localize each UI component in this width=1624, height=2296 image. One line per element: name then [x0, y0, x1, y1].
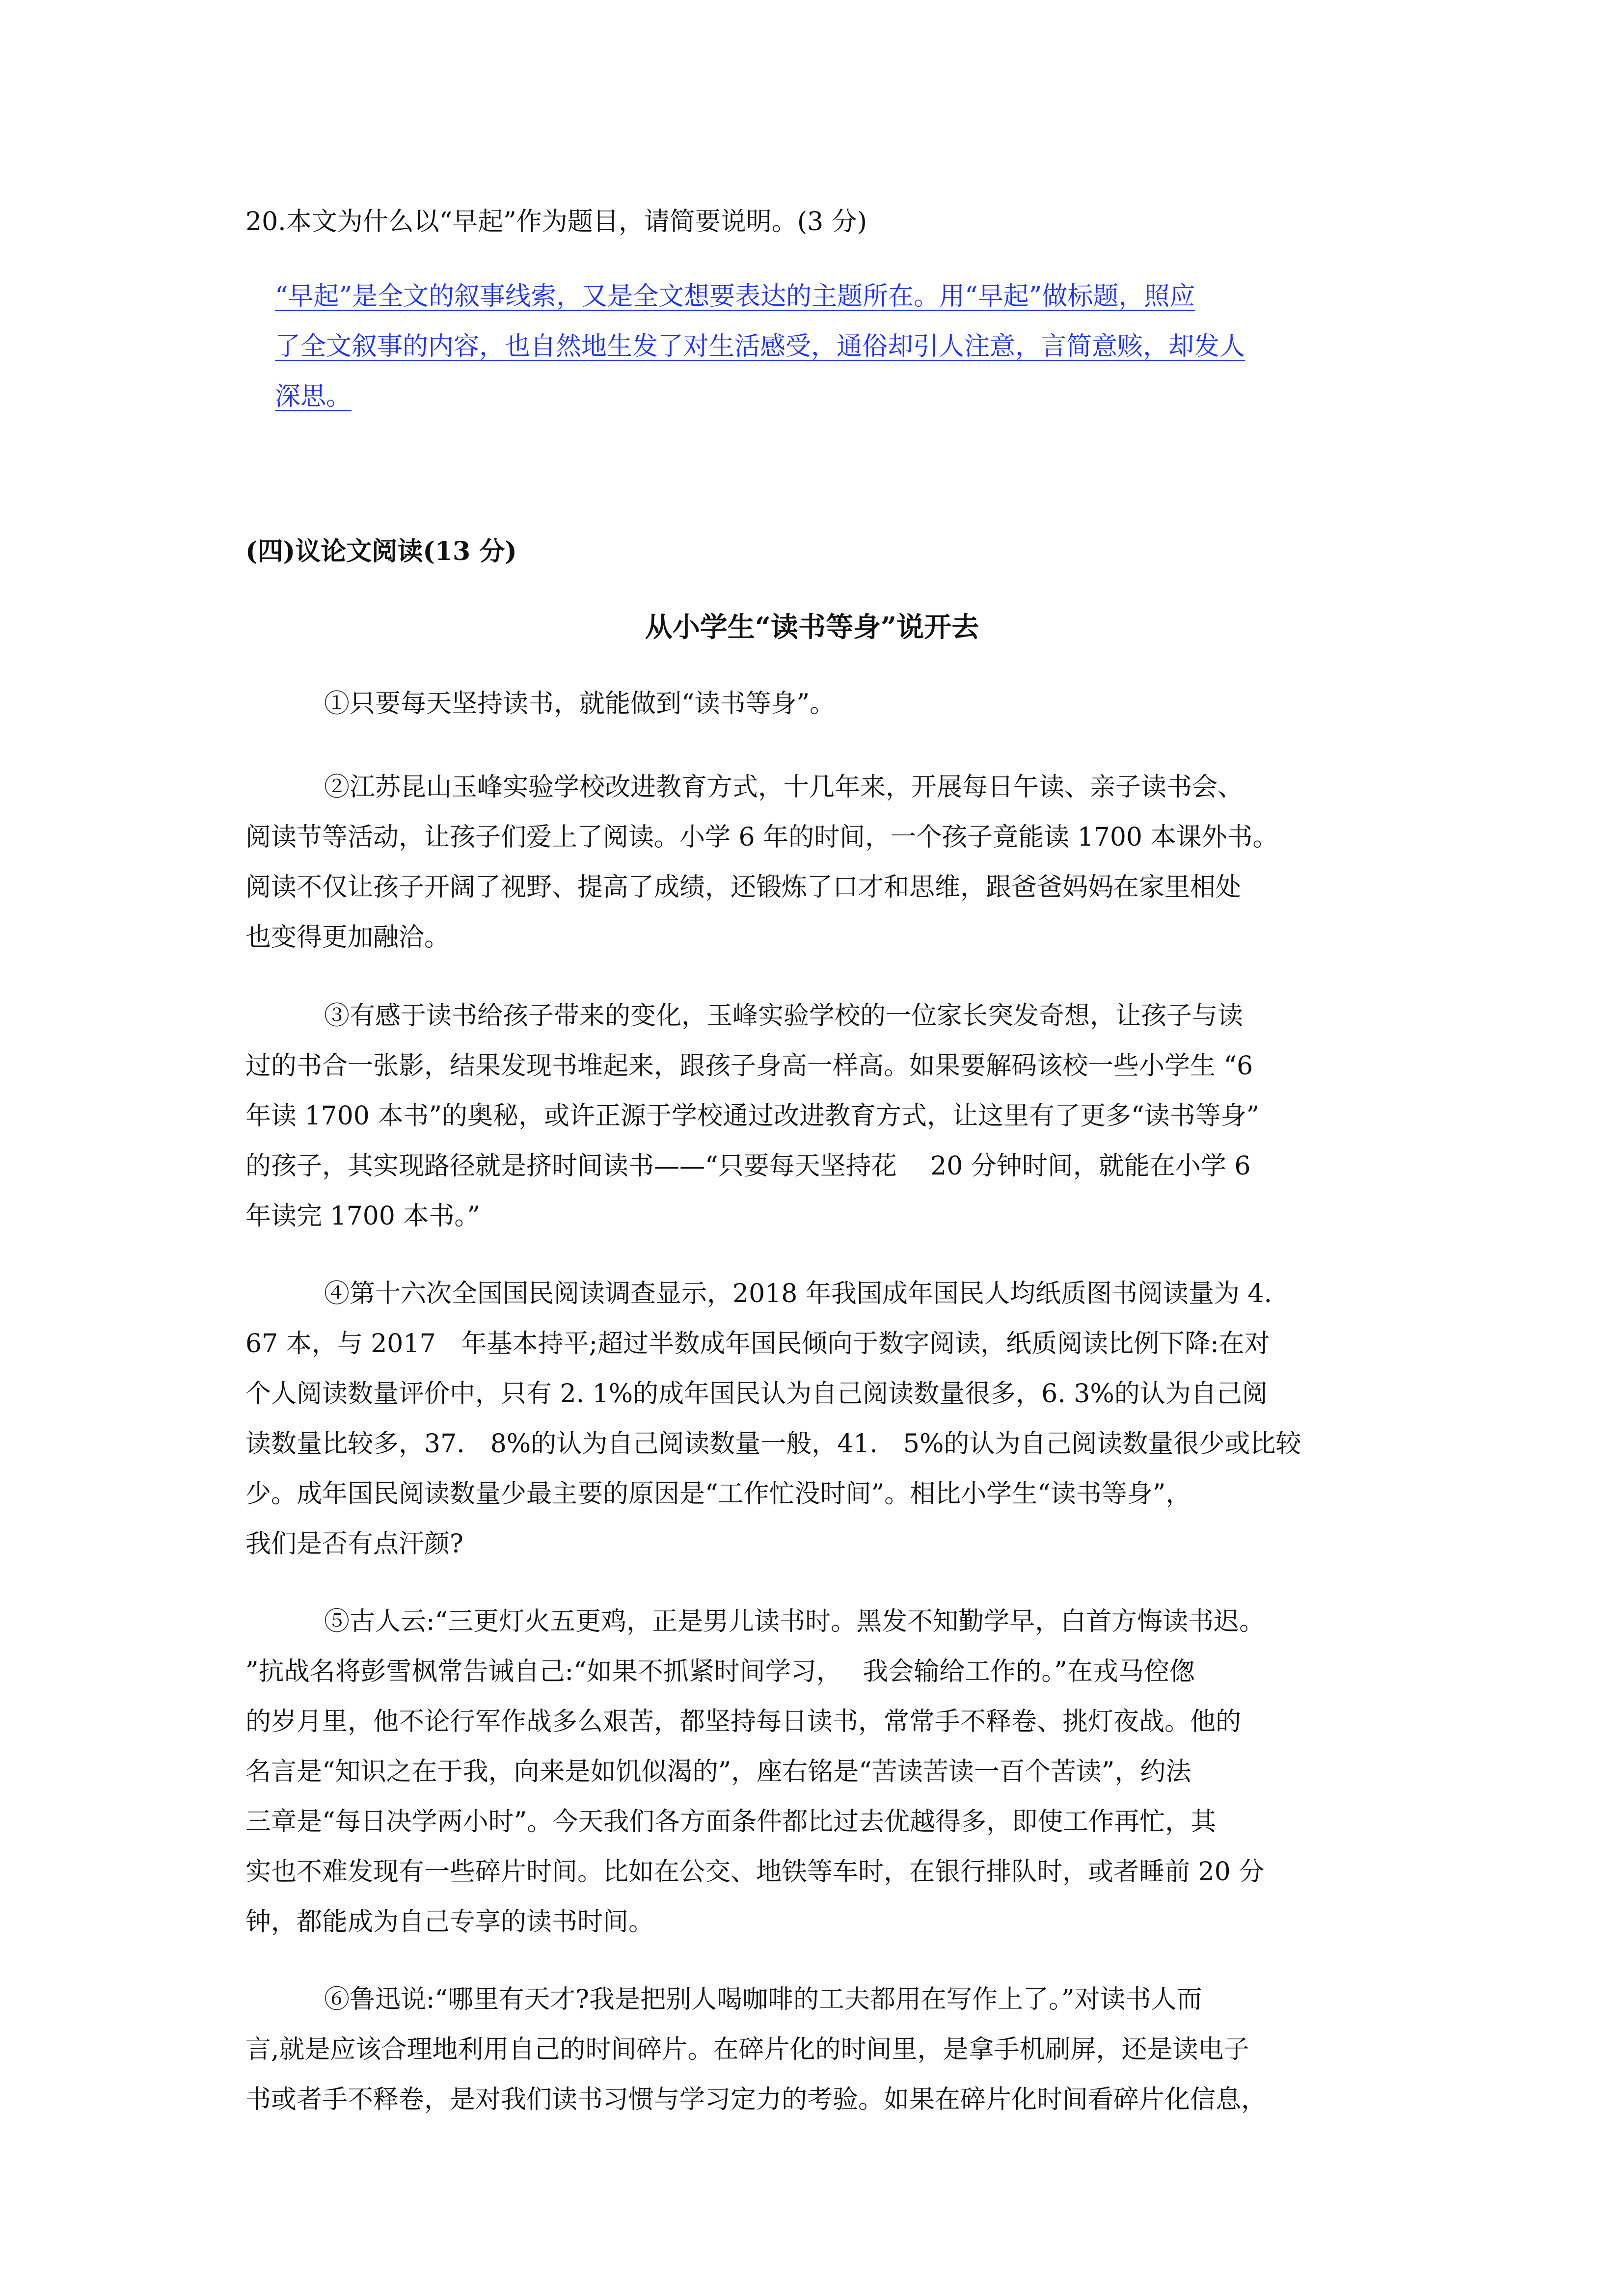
question-20-answer-line-2: 了全文叙事的内容，也自然地生发了对生活感受，通俗却引人注意，言简意赅，却发人	[275, 332, 1245, 361]
paragraph-6-line-1: ⑥鲁迅说:“哪里有天才?我是把别人喝咖啡的工夫都用在写作上了。”对读书人而	[324, 1985, 1202, 2014]
paragraph-3-line-4: 的孩子，其实现路径就是挤时间读书——“只要每天坚持花 20 分钟时间，就能在小学 6	[245, 1151, 1251, 1181]
paragraph-5-line-4: 名言是“知识之在于我，向来是如饥似渴的”，座右铭是“苦读苦读一百个苦读”，约法	[245, 1757, 1191, 1787]
paragraph-2-line-1: ②江苏昆山玉峰实验学校改进教育方式，十几年来，开展每日午读、亲子读书会、	[324, 773, 1244, 802]
paragraph-5-line-1: ⑤古人云:“三更灯火五更鸡，正是男儿读书时。黑发不知勤学早，白首方悔读书迟。	[324, 1607, 1265, 1636]
paragraph-5-line-7: 钟，都能成为自己专享的读书时间。	[245, 1907, 654, 1937]
paragraph-3-line-1: ③有感于读书给孩子带来的变化，玉峰实验学校的一位家长突发奇想，让孩子与读	[324, 1001, 1244, 1031]
paragraph-4-line-4: 读数量比较多，37. 8%的认为自己阅读数量一般，41. 5%的认为自己阅读数量很少或比较	[245, 1429, 1301, 1459]
paragraph-4-line-5: 少。成年国民阅读数量少最主要的原因是“工作忙没时间”。相比小学生“读书等身”，	[245, 1479, 1191, 1509]
paragraph-2-line-4: 也变得更加融洽。	[245, 923, 450, 952]
paragraph-5-line-6: 实也不难发现有一些碎片时间。比如在公交、地铁等车时，在银行排队时，或者睡前 20 分	[245, 1857, 1265, 1887]
paragraph-2-line-3: 阅读不仅让孩子开阔了视野、提高了成绩，还锻炼了口才和思维，跟爸爸妈妈在家里相处	[245, 873, 1242, 902]
paragraph-3-line-5: 年读完 1700 本书。”	[245, 1201, 480, 1231]
paragraph-3-line-3: 年读 1700 本书”的奥秘，或许正源于学校通过改进教育方式，让这里有了更多“读书等身”	[245, 1101, 1260, 1131]
paragraph-6-line-2: 言,就是应该合理地利用自己的时间碎片。在碎片化的时间里，是拿手机刷屏，还是读电子	[245, 2035, 1249, 2064]
paragraph-5-line-5: 三章是“每日决学两小时”。今天我们各方面条件都比过去优越得多，即使工作再忙，其	[245, 1807, 1217, 1837]
paragraph-4-line-3: 个人阅读数量评价中，只有 2. 1%的成年国民认为自己阅读数量很多，6. 3%的认为自己阅	[245, 1379, 1268, 1409]
paragraph-3-line-2: 过的书合一张影，结果发现书堆起来，跟孩子身高一样高。如果要解码该校一些小学生 “6	[245, 1051, 1253, 1081]
question-20-answer-line-3: 深思。	[275, 382, 352, 411]
paragraph-1-line-1: ①只要每天坚持读书，就能做到“读书等身”。	[324, 689, 836, 719]
question-20-prompt: 20.本文为什么以“早起”作为题目，请简要说明。(3 分)	[245, 207, 867, 237]
paragraph-5-line-3: 的岁月里，他不论行军作战多么艰苦，都坚持每日读书，常常手不释卷、挑灯夜战。他的	[245, 1707, 1242, 1736]
paragraph-5-line-2: ”抗战名将彭雪枫常告诫自己:“如果不抓紧时间学习， 我会输给工作的。”在戎马倥偬	[245, 1657, 1195, 1686]
paragraph-4-line-2: 67 本，与 2017 年基本持平;超过半数成年国民倾向于数字阅读，纸质阅读比例下降:在对	[245, 1329, 1270, 1359]
paragraph-2-line-2: 阅读节等活动，让孩子们爱上了阅读。小学 6 年的时间，一个孩子竟能读 1700 本课外书。	[245, 823, 1278, 852]
section-heading: (四)议论文阅读(13 分)	[245, 536, 517, 566]
paragraph-4-line-1: ④第十六次全国国民阅读调查显示，2018 年我国成年国民人均纸质图书阅读量为 4.	[324, 1279, 1272, 1308]
article-title: 从小学生“读书等身”说开去	[645, 611, 979, 643]
answer-line-1-text: “早起”是全文的叙事线索，又是全文想要表达的主题所在。用“早起”做标题，照应	[275, 282, 1195, 311]
paragraph-4-line-6: 我们是否有点汗颜?	[245, 1529, 463, 1559]
paragraph-6-line-3: 书或者手不释卷，是对我们读书习惯与学习定力的考验。如果在碎片化时间看碎片化信息，	[245, 2085, 1267, 2114]
question-20-answer-line-1	[275, 281, 1375, 312]
